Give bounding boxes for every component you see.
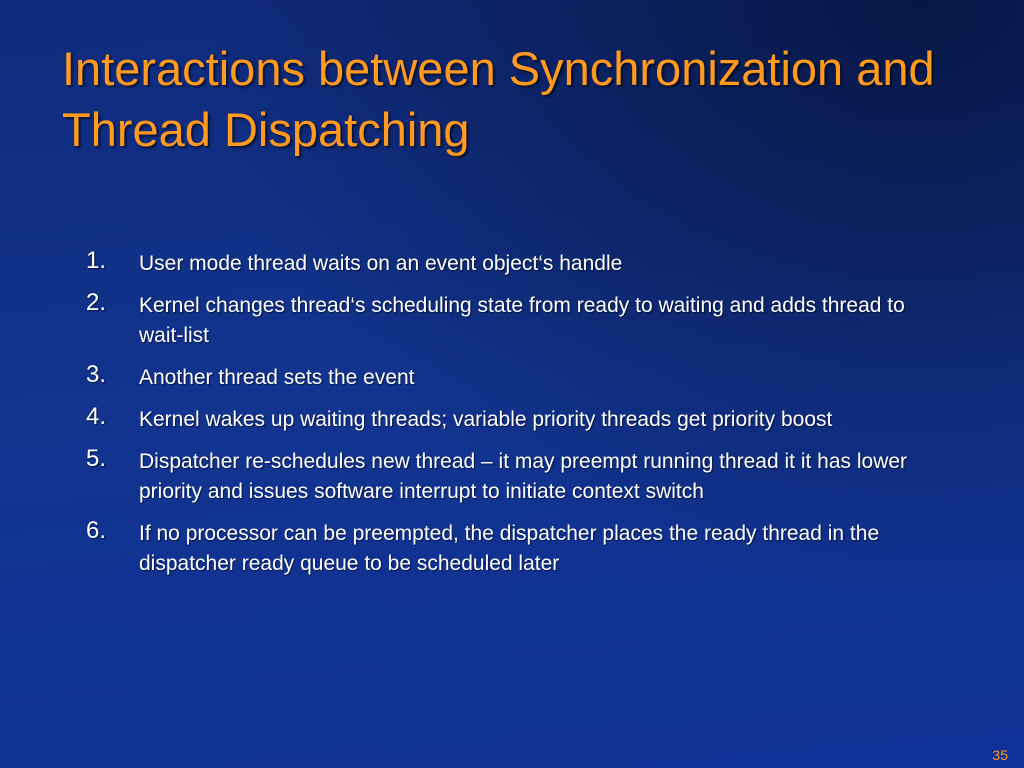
list-item-number: 3.	[86, 361, 107, 388]
list-item-text: Dispatcher re-schedules new thread – it may preempt running thread it it has lower priority and issues software interrupt to initiate context switch	[139, 450, 908, 503]
list-item	[86, 291, 926, 351]
list-item	[86, 447, 926, 507]
numbered-list	[86, 249, 926, 591]
list-item	[86, 363, 926, 393]
list-item-text: Kernel changes thread‘s scheduling state from ready to waiting and adds thread to wait-list	[139, 294, 905, 347]
list-item	[86, 519, 926, 579]
list-item-text: Another thread sets the event	[139, 366, 415, 389]
list-item	[86, 405, 926, 435]
list-item-number: 2.	[86, 289, 107, 316]
page-number: 35	[992, 747, 1008, 763]
list-item-text: User mode thread waits on an event object‘s handle	[139, 252, 623, 275]
list-item-number: 5.	[86, 445, 107, 472]
list-item-number: 1.	[86, 247, 107, 274]
list-item-number: 4.	[86, 403, 107, 430]
list-item-text: Kernel wakes up waiting threads; variable priority threads get priority boost	[139, 408, 833, 431]
list-item-number: 6.	[86, 517, 107, 544]
list-item	[86, 249, 926, 279]
list-item-text: If no processor can be preempted, the dispatcher places the ready thread in the dispatcher ready queue to be scheduled later	[139, 522, 880, 575]
slide-title: Interactions between Synchronization and Thread Dispatching	[62, 42, 935, 156]
